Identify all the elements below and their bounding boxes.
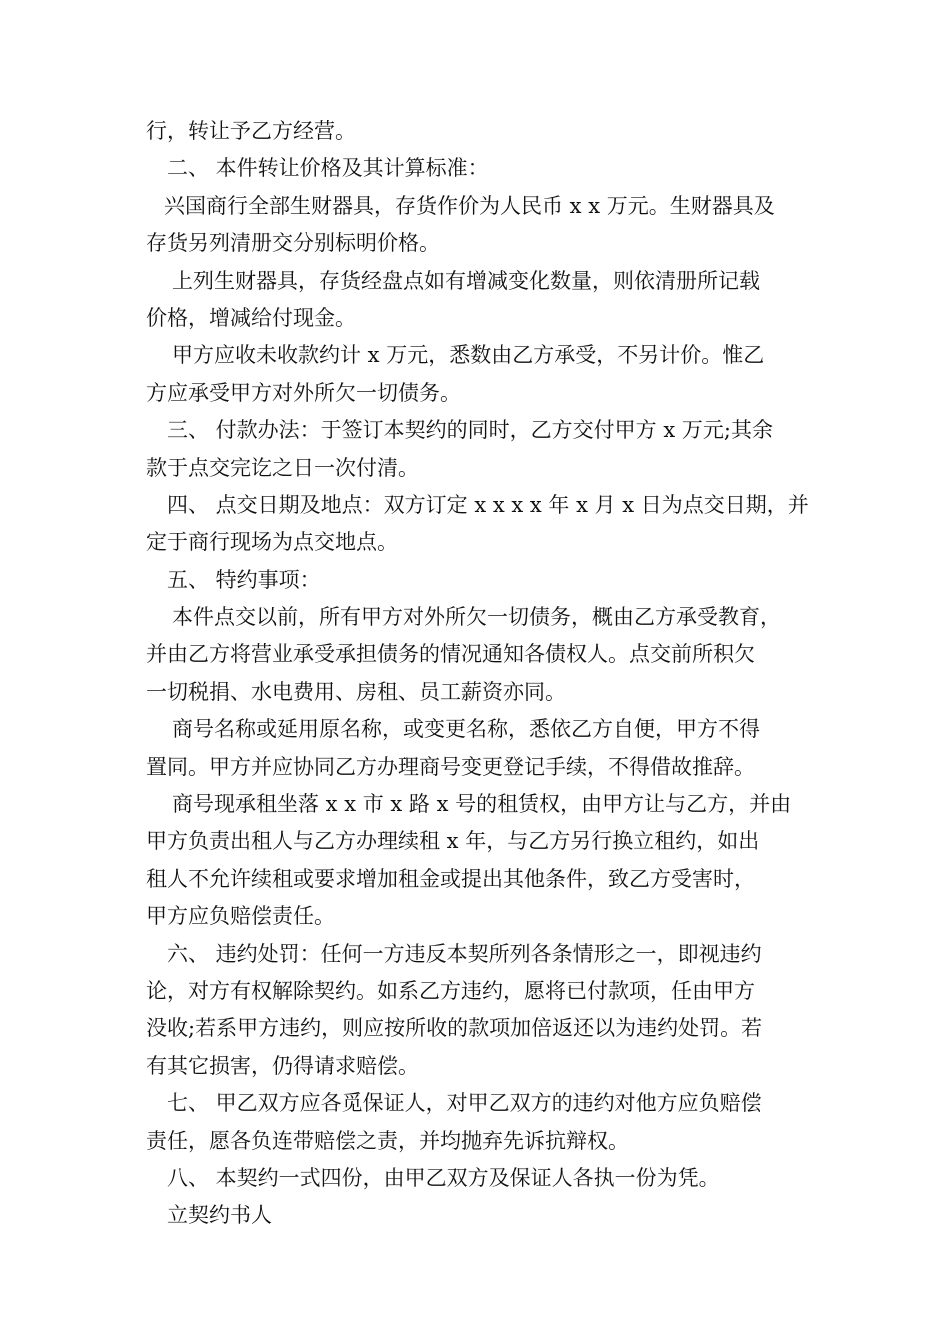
text-line: 商号名称或延用原名称，或变更名称，悉依乙方自便，甲方不得 xyxy=(172,717,760,742)
text-line: 价格，增减给付现金。 xyxy=(146,305,356,330)
text-line: 论，对方有权解除契约。如系乙方违约，愿将已付款项，任由甲方 xyxy=(146,978,755,1003)
text-line: 立契约书人 xyxy=(167,1203,272,1228)
text-line: 本件点交以前，所有甲方对外所欠一切债务，概由乙方承受教育， xyxy=(172,605,781,630)
text-line: 方应承受甲方对外所欠一切债务。 xyxy=(146,380,461,405)
text-line: 甲方应收未收款约计 x 万元，悉数由乙方承受，不另计价。惟乙 xyxy=(172,343,765,368)
text-line: 并由乙方将营业承受承担债务的情况通知各债权人。点交前所积欠 xyxy=(146,642,755,667)
text-line: 五、 特约事项： xyxy=(167,567,321,592)
text-line: 二、 本件转让价格及其计算标准： xyxy=(167,156,489,181)
text-line: 有其它损害，仍得请求赔偿。 xyxy=(146,1053,419,1078)
text-line: 四、 点交日期及地点：双方订定 x x x x 年 x 月 x 日为点交日期，并 xyxy=(167,492,809,517)
text-line: 八、 本契约一式四份，由甲乙双方及保证人各执一份为凭。 xyxy=(167,1165,720,1190)
text-line: 定于商行现场为点交地点。 xyxy=(146,530,398,555)
text-line: 责任，愿各负连带赔偿之责，并均抛弃先诉抗辩权。 xyxy=(146,1128,629,1153)
text-line: 兴国商行全部生财器具，存货作价为人民币 x x 万元。生财器具及 xyxy=(164,193,775,218)
text-line: 甲方负责出租人与乙方办理续租 x 年，与乙方另行换立租约，如出 xyxy=(146,829,760,854)
text-line: 七、 甲乙双方应各觅保证人，对甲乙双方的违约对他方应负赔偿 xyxy=(167,1091,762,1116)
text-line: 三、 付款办法：于签订本契约的同时，乙方交付甲方 x 万元;其余 xyxy=(167,418,773,443)
text-line: 款于点交完讫之日一次付清。 xyxy=(146,455,419,480)
text-line: 租人不允许续租或要求增加租金或提出其他条件，致乙方受害时， xyxy=(146,866,755,891)
text-line: 置同。甲方并应协同乙方办理商号变更登记手续，不得借故推辞。 xyxy=(146,754,755,779)
text-line: 存货另列清册交分别标明价格。 xyxy=(146,231,440,256)
text-line: 上列生财器具，存货经盘点如有增减变化数量，则依清册所记载 xyxy=(172,268,760,293)
text-line: 行，转让予乙方经营。 xyxy=(146,119,356,143)
text-line: 甲方应负赔偿责任。 xyxy=(146,904,335,929)
text-line: 没收;若系甲方违约，则应按所收的款项加倍返还以为违约处罚。若 xyxy=(146,1016,763,1041)
contract-body-text xyxy=(146,113,816,1235)
text-line: 商号现承租坐落 x x 市 x 路 x 号的租赁权，由甲方让与乙方，并由 xyxy=(172,792,792,817)
text-line: 一切税捐、水电费用、房租、员工薪资亦同。 xyxy=(146,679,566,704)
text-line: 六、 违约处罚：任何一方违反本契所列各条情形之一，即视违约 xyxy=(167,941,762,966)
